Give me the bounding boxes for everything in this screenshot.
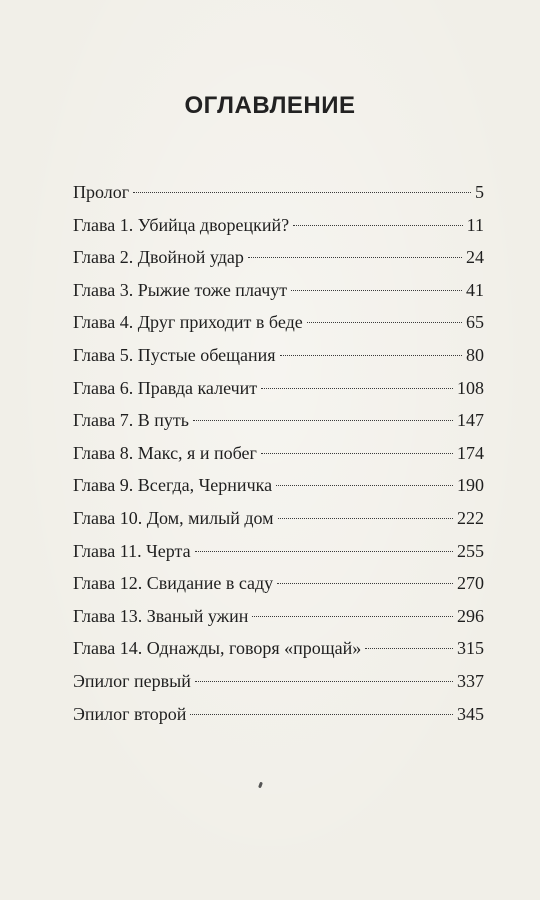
- toc-dot-leader: [293, 225, 463, 226]
- toc-entry-page-number: 174: [457, 442, 484, 463]
- toc-entry-label: Эпилог первый: [73, 670, 191, 691]
- toc-dot-leader: [195, 551, 453, 552]
- toc-entry: [73, 600, 484, 633]
- toc-dot-leader: [291, 290, 462, 291]
- toc-entry-label: Глава 13. Званый ужин: [73, 605, 249, 626]
- toc-entry: [73, 698, 484, 731]
- toc-entry: [73, 502, 484, 535]
- toc-entry-page-number: 222: [457, 507, 484, 528]
- toc-dot-leader: [190, 714, 453, 715]
- toc-entry-page-number: 270: [457, 573, 484, 594]
- toc-entry-page-number: 296: [457, 605, 484, 626]
- toc-entry-page-number: 41: [466, 279, 484, 300]
- toc-entry: [73, 339, 484, 372]
- toc-entry-page-number: 255: [457, 540, 484, 561]
- page-title: ОГЛАВЛЕНИЕ: [184, 92, 356, 119]
- toc-entry-page-number: 65: [466, 312, 484, 333]
- toc-dot-leader: [261, 388, 453, 389]
- toc-entry-page-number: 80: [466, 344, 484, 365]
- toc-entry: [73, 209, 484, 242]
- toc-entry: [73, 404, 484, 437]
- toc-dot-leader: [280, 355, 462, 356]
- toc-entry-label: Глава 4. Друг приходит в беде: [73, 312, 303, 333]
- toc-dot-leader: [278, 518, 453, 519]
- toc-entry-page-number: 108: [457, 377, 484, 398]
- toc-entry-page-number: 24: [466, 247, 484, 268]
- toc-entry-page-number: 337: [457, 670, 484, 691]
- toc-entry-page-number: 147: [457, 410, 484, 431]
- toc-entry-label: Глава 12. Свидание в саду: [73, 573, 274, 594]
- toc-entry-label: Глава 3. Рыжие тоже плачут: [73, 279, 288, 300]
- toc-dot-leader: [193, 420, 453, 421]
- toc-entry: [73, 306, 484, 339]
- toc-entry-page-number: 190: [457, 475, 484, 496]
- toc-dot-leader: [307, 322, 462, 323]
- toc-entry-label: Глава 6. Правда калечит: [73, 377, 258, 398]
- toc-entry-label: Глава 10. Дом, милый дом: [73, 507, 274, 528]
- toc-entry-label: Глава 7. В путь: [73, 410, 189, 431]
- toc-entry: [73, 241, 484, 274]
- toc-entry-page-number: 5: [475, 182, 484, 202]
- toc-entry: [73, 274, 484, 307]
- toc-entry-label: Пролог: [73, 182, 130, 202]
- table-of-contents: [73, 176, 484, 730]
- toc-entry-page-number: 11: [466, 214, 484, 235]
- toc-entry: [73, 372, 484, 405]
- toc-dot-leader: [277, 583, 453, 584]
- toc-entry: [73, 567, 484, 600]
- toc-entry-label: Глава 11. Черта: [73, 540, 191, 561]
- toc-entry-label: Глава 5. Пустые обещания: [73, 344, 276, 365]
- toc-entry-label: Глава 2. Двойной удар: [73, 247, 244, 268]
- toc-entry: [73, 437, 484, 470]
- toc-dot-leader: [276, 485, 453, 486]
- toc-entry: [73, 535, 484, 568]
- toc-entry: [73, 632, 484, 665]
- toc-dot-leader: [195, 681, 453, 682]
- toc-dot-leader: [252, 616, 453, 617]
- toc-entry-page-number: 345: [457, 703, 484, 724]
- toc-entry-label: Глава 9. Всегда, Черничка: [73, 475, 273, 496]
- toc-entry: [73, 469, 484, 502]
- toc-entry-label: Глава 1. Убийца дворецкий?: [73, 214, 290, 235]
- toc-dot-leader: [248, 257, 462, 258]
- toc-entry-label: Эпилог второй: [73, 703, 187, 724]
- toc-entry-label: Глава 14. Однажды, говоря «прощай»: [73, 638, 362, 659]
- toc-entry: [73, 665, 484, 698]
- toc-dot-leader: [133, 192, 471, 193]
- toc-entry-page-number: 315: [457, 638, 484, 659]
- ink-speck: [258, 782, 263, 789]
- toc-dot-leader: [365, 648, 453, 649]
- toc-entry-label: Глава 8. Макс, я и побег: [73, 442, 257, 463]
- toc-dot-leader: [261, 453, 453, 454]
- toc-entry: [73, 176, 484, 209]
